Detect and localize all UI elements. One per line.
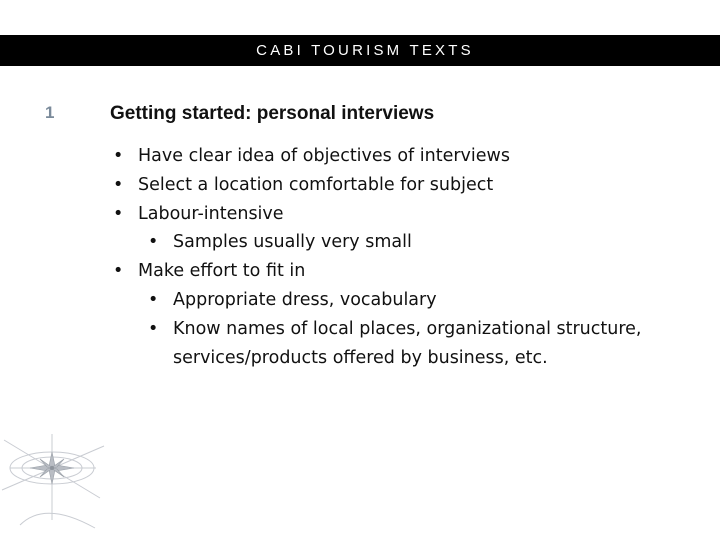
sub-bullet-item: • Appropriate dress, vocabulary (113, 286, 673, 315)
banner-title: CABI TOURISM TEXTS (256, 42, 474, 59)
bullet-list (113, 142, 673, 372)
slide-number: 1 (45, 103, 55, 122)
sub-bullet-item: • Samples usually very small (113, 228, 673, 257)
slide-title: Getting started: personal interviews (110, 103, 435, 124)
header-banner (0, 35, 720, 66)
bullet-item: • Select a location comfortable for subject (113, 171, 673, 200)
bullet-item: • Make effort to fit in (113, 257, 673, 286)
bullet-item: • Labour-intensive (113, 200, 673, 229)
sub-bullet-item: • Know names of local places, organizational structure, services/products offered by business, etc. (113, 315, 673, 373)
compass-rose-icon (0, 430, 110, 540)
bullet-item: • Have clear idea of objectives of interviews (113, 142, 673, 171)
